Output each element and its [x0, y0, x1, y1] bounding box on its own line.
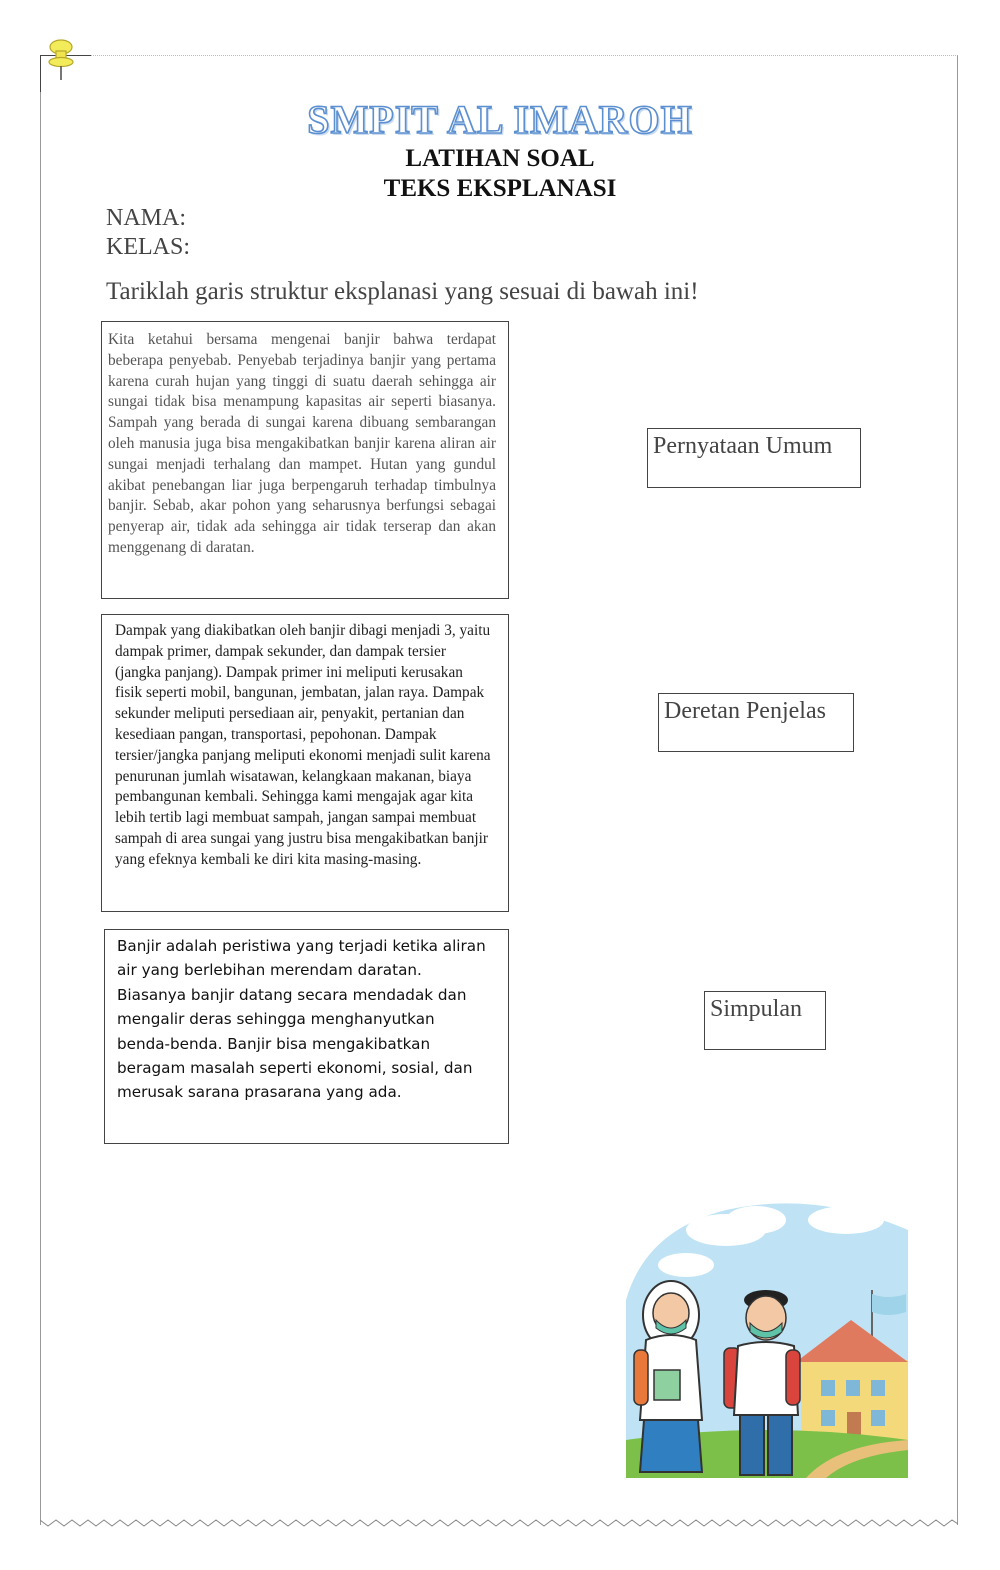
class-field-label: KELAS: [106, 234, 190, 260]
paragraph-box-3[interactable] [104, 929, 509, 1144]
name-field-label: NAMA: [106, 205, 187, 231]
paragraph-text-1: Kita ketahui bersama mengenai banjir bahwa terdapat beberapa penyebab. Penyebab terjadinya banjir yang pertama karena curah hujan yang tinggi di suatu daerah sehingga air sungai tidak bisa menampung kapasitas air seperti biasanya. Sampah yang berada di sungai karena dibuang sembarangan oleh manusia juga bisa mengakibatkan banjir karena aliran air sungai menjadi terhalang dan mampet. Hutan yang gundul akibat penebangan liar juga berpengaruh terhadap timbulnya banjir. Sebab, akar pohon yang seharusnya berfungsi sebagai penyerap air, tidak ada sehingga air tidak terserap dan akan menggenang di daratan. [108, 331, 496, 556]
paragraph-box-2[interactable] [101, 614, 509, 912]
paragraph-text-2: Dampak yang diakibatkan oleh banjir dibagi menjadi 3, yaitu dampak primer, dampak sekunder, dan dampak tersier (jangka panjang). Dampak primer ini meliputi kerusakan fisik seperti mobil, bangunan, jembatan, jalan raya. Dampak sekunder meliputi persediaan air, penyakit, pertanian dan kesediaan pangan, transportasi, pepohonan. Dampak tersier/jangka panjang meliputi ekonomi menjadi sulit karena penurunan jumlah wisatawan, kelangkaan makanan, biaya pembangunan kembali. Sehingga kami mengajak agar kita lebih tertib lagi membuat sampah, jangan sampai membuat sampah di area sungai yang justru bisa mengakibatkan banjir yang efeknya kembali ke diri kita masing-masing. [115, 622, 491, 868]
worksheet-title: LATIHAN SOAL [405, 145, 595, 172]
torn-page-edge [40, 1516, 958, 1530]
school-name: SMPIT AL IMAROH [307, 97, 693, 142]
students-school-illustration [616, 1190, 908, 1478]
paragraph-box-1[interactable] [101, 321, 509, 599]
label-pernyataan-umum[interactable]: Pernyataan Umum [647, 428, 861, 488]
label-simpulan[interactable]: Simpulan [704, 991, 826, 1050]
worksheet-subtitle: TEKS EKSPLANASI [383, 175, 617, 202]
label-deretan-penjelas[interactable]: Deretan Penjelas [658, 693, 854, 752]
paragraph-text-3: Banjir adalah peristiwa yang terjadi ketika aliran air yang berlebihan merendam daratan. Biasanya banjir datang secara mendadak dan mengalir deras sehingga menghanyutkan benda-benda. Banjir bisa mengakibatkan beragam masalah seperti ekonomi, sosial, dan merusak sarana prasarana yang ada. [117, 937, 486, 1102]
instruction-text: Tariklah garis struktur eksplanasi yang sesuai di bawah ini! [106, 278, 699, 305]
pushpin-icon[interactable] [44, 38, 78, 82]
